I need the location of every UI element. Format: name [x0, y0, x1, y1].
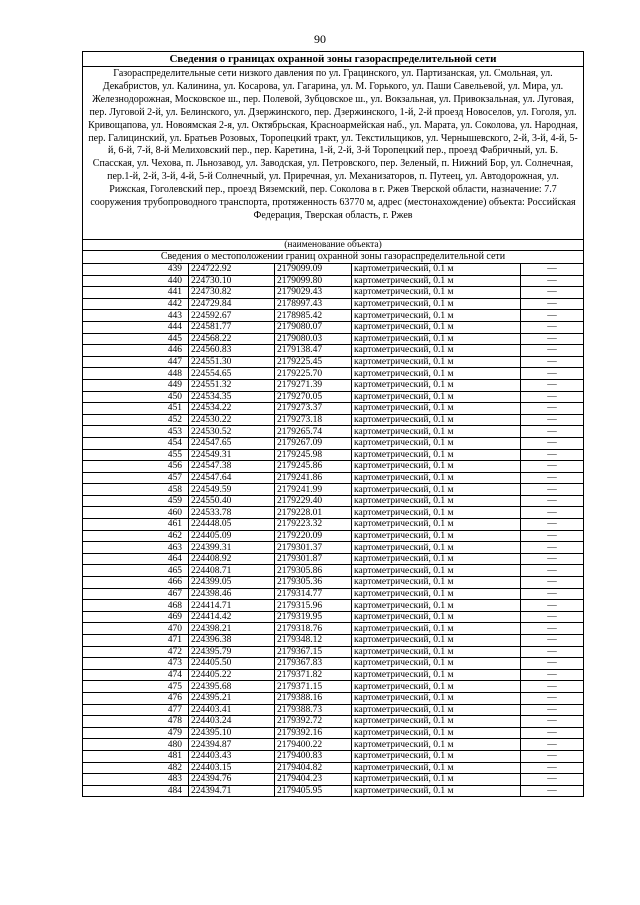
point-number-cell: 448	[83, 368, 189, 380]
extra-cell: —	[521, 600, 584, 612]
x-coordinate-cell: 224395.10	[189, 727, 275, 739]
table-row	[83, 298, 583, 310]
y-coordinate-cell: 2179220.09	[275, 530, 352, 542]
extra-cell: —	[521, 333, 584, 345]
y-coordinate-cell: 2179241.99	[275, 484, 352, 496]
method-cell: картометрический, 0.1 м	[352, 646, 521, 658]
table-row	[83, 762, 583, 774]
y-coordinate-cell: 2179228.01	[275, 507, 352, 519]
table-row	[83, 345, 583, 357]
table-row	[83, 472, 583, 484]
method-cell: картометрический, 0.1 м	[352, 461, 521, 473]
extra-cell: —	[521, 264, 584, 275]
table-row	[83, 704, 583, 716]
method-cell: картометрический, 0.1 м	[352, 484, 521, 496]
table-row	[83, 565, 583, 577]
y-coordinate-cell: 2179305.36	[275, 577, 352, 589]
x-coordinate-cell: 224398.21	[189, 623, 275, 635]
point-number-cell: 445	[83, 333, 189, 345]
x-coordinate-cell: 224414.42	[189, 611, 275, 623]
table-row	[83, 750, 583, 762]
method-cell: картометрический, 0.1 м	[352, 414, 521, 426]
method-cell: картометрический, 0.1 м	[352, 333, 521, 345]
table-row	[83, 321, 583, 333]
method-cell: картометрический, 0.1 м	[352, 368, 521, 380]
x-coordinate-cell: 224534.22	[189, 403, 275, 415]
method-cell: картометрический, 0.1 м	[352, 658, 521, 670]
table-row	[83, 646, 583, 658]
extra-cell: —	[521, 692, 584, 704]
method-cell: картометрический, 0.1 м	[352, 635, 521, 647]
y-coordinate-cell: 2179348.12	[275, 635, 352, 647]
extra-cell: —	[521, 530, 584, 542]
extra-cell: —	[521, 356, 584, 368]
table-row	[83, 785, 583, 796]
x-coordinate-cell: 224398.46	[189, 588, 275, 600]
table-row	[83, 611, 583, 623]
method-cell: картометрический, 0.1 м	[352, 542, 521, 554]
method-cell: картометрический, 0.1 м	[352, 321, 521, 333]
x-coordinate-cell: 224551.32	[189, 379, 275, 391]
method-cell: картометрический, 0.1 м	[352, 264, 521, 275]
y-coordinate-cell: 2179392.16	[275, 727, 352, 739]
extra-cell: —	[521, 716, 584, 728]
y-coordinate-cell: 2179301.87	[275, 553, 352, 565]
x-coordinate-cell: 224592.67	[189, 310, 275, 322]
method-cell: картометрический, 0.1 м	[352, 669, 521, 681]
point-number-cell: 449	[83, 379, 189, 391]
table-row	[83, 426, 583, 438]
extra-cell: —	[521, 762, 584, 774]
x-coordinate-cell: 224549.59	[189, 484, 275, 496]
x-coordinate-cell: 224405.09	[189, 530, 275, 542]
x-coordinate-cell: 224396.38	[189, 635, 275, 647]
extra-cell: —	[521, 565, 584, 577]
method-cell: картометрический, 0.1 м	[352, 298, 521, 310]
y-coordinate-cell: 2179367.83	[275, 658, 352, 670]
method-cell: картометрический, 0.1 м	[352, 692, 521, 704]
extra-cell: —	[521, 774, 584, 786]
y-coordinate-cell: 2179400.22	[275, 739, 352, 751]
extra-cell: —	[521, 785, 584, 796]
extra-cell: —	[521, 704, 584, 716]
point-number-cell: 442	[83, 298, 189, 310]
x-coordinate-cell: 224408.92	[189, 553, 275, 565]
x-coordinate-cell: 224722.92	[189, 264, 275, 275]
method-cell: картометрический, 0.1 м	[352, 379, 521, 391]
point-number-cell: 453	[83, 426, 189, 438]
y-coordinate-cell: 2179267.09	[275, 437, 352, 449]
point-number-cell: 443	[83, 310, 189, 322]
point-number-cell: 479	[83, 727, 189, 739]
extra-cell: —	[521, 553, 584, 565]
y-coordinate-cell: 2179273.18	[275, 414, 352, 426]
method-cell: картометрический, 0.1 м	[352, 565, 521, 577]
method-cell: картометрический, 0.1 м	[352, 750, 521, 762]
y-coordinate-cell: 2179245.98	[275, 449, 352, 461]
extra-cell: —	[521, 449, 584, 461]
y-coordinate-cell: 2179305.86	[275, 565, 352, 577]
table-row	[83, 588, 583, 600]
point-number-cell: 471	[83, 635, 189, 647]
point-number-cell: 470	[83, 623, 189, 635]
point-number-cell: 474	[83, 669, 189, 681]
method-cell: картометрический, 0.1 м	[352, 681, 521, 693]
point-number-cell: 475	[83, 681, 189, 693]
point-number-cell: 464	[83, 553, 189, 565]
extra-cell: —	[521, 484, 584, 496]
method-cell: картометрический, 0.1 м	[352, 426, 521, 438]
object-description: Газораспределительные сети низкого давления по ул. Грацинского, ул. Партизанская, ул. Смольная, ул. Декабристов, ул. Калинина, ул. Косарова, ул. Гагарина, ул. М. Горького, ул. Паши Савельевой, ул. Мира, ул. Железнодорожная, Московское ш., пер. Полевой, Зубцовское ш., ул. Вокзальная, ул. Привокзальная, ул. Луговая, пер. Луговой 2-й, ул. Белинского, ул. Дзержинского, пер. Дзержинского, 1-й, 2-й проезд Новоселов, ул. Гоголя, ул. Кривощапова, ул. Новоямская 2-я, ул. Октябрьская, Красноармейская наб., ул. Марата, ул. Соколова, ул. Народная, пер. Галицинский, ул. Братьев Розовых, Торопецкий тракт, ул. Текстильщиков, ул. Чернышевского, 2-й, 3-й, 4-й, 5-й, 6-й, 7-й, 8-й Мелиховский пер., пер. Каретина, 1-й, 2-й, 3-й Торопецкий пер., проезд Фабричный, ул. Б. Спасская, ул. Чехова, п. Льнозавод, ул. Заводская, ул. Петровского, пер. Зеленый, п. Нижний Бор, ул. Солнечная, пер.1-й, 2-й, 3-й, 4-й, 5-й Солнечный, ул. Приречная, ул. Механизаторов, п. Путеец, ул. Автодорожная, ул. Рижская, Гоголевский пер., проезд Вяземский, пер. Соколова в г. Ржев Тверской области, назначение: 7.7 сооружения трубопроводного транспорта, протяженность 63770 м, адрес (местонахождение) объекта: Российская Федерация, Тверская область, г. Ржев	[83, 67, 583, 240]
extra-cell: —	[521, 507, 584, 519]
extra-cell: —	[521, 635, 584, 647]
point-number-cell: 463	[83, 542, 189, 554]
extra-cell: —	[521, 321, 584, 333]
coordinates-table	[83, 264, 583, 796]
point-number-cell: 477	[83, 704, 189, 716]
method-cell: картометрический, 0.1 м	[352, 391, 521, 403]
method-cell: картометрический, 0.1 м	[352, 600, 521, 612]
point-number-cell: 466	[83, 577, 189, 589]
x-coordinate-cell: 224414.71	[189, 600, 275, 612]
table-row	[83, 356, 583, 368]
point-number-cell: 456	[83, 461, 189, 473]
y-coordinate-cell: 2179245.86	[275, 461, 352, 473]
y-coordinate-cell: 2179099.09	[275, 264, 352, 275]
table-row	[83, 484, 583, 496]
point-number-cell: 482	[83, 762, 189, 774]
object-caption: (наименование объекта)	[83, 240, 583, 251]
method-cell: картометрический, 0.1 м	[352, 495, 521, 507]
y-coordinate-cell: 2179301.37	[275, 542, 352, 554]
y-coordinate-cell: 2179367.15	[275, 646, 352, 658]
table-row	[83, 519, 583, 531]
x-coordinate-cell: 224395.21	[189, 692, 275, 704]
x-coordinate-cell: 224730.82	[189, 287, 275, 299]
boundary-document	[82, 51, 584, 797]
extra-cell: —	[521, 577, 584, 589]
table-row	[83, 635, 583, 647]
table-row	[83, 727, 583, 739]
method-cell: картометрический, 0.1 м	[352, 519, 521, 531]
method-cell: картометрический, 0.1 м	[352, 449, 521, 461]
x-coordinate-cell: 224395.79	[189, 646, 275, 658]
table-row	[83, 461, 583, 473]
x-coordinate-cell: 224394.76	[189, 774, 275, 786]
point-number-cell: 439	[83, 264, 189, 275]
method-cell: картометрический, 0.1 м	[352, 762, 521, 774]
x-coordinate-cell: 224399.31	[189, 542, 275, 554]
method-cell: картометрический, 0.1 м	[352, 345, 521, 357]
table-row	[83, 264, 583, 275]
y-coordinate-cell: 2179319.95	[275, 611, 352, 623]
extra-cell: —	[521, 379, 584, 391]
x-coordinate-cell: 224547.65	[189, 437, 275, 449]
section-title: Сведения о границах охранной зоны газораспределительной сети	[83, 52, 583, 67]
extra-cell: —	[521, 437, 584, 449]
y-coordinate-cell: 2179371.15	[275, 681, 352, 693]
table-row	[83, 774, 583, 786]
y-coordinate-cell: 2179388.73	[275, 704, 352, 716]
x-coordinate-cell: 224408.71	[189, 565, 275, 577]
x-coordinate-cell: 224560.83	[189, 345, 275, 357]
y-coordinate-cell: 2179273.37	[275, 403, 352, 415]
table-row	[83, 692, 583, 704]
x-coordinate-cell: 224403.24	[189, 716, 275, 728]
point-number-cell: 472	[83, 646, 189, 658]
method-cell: картометрический, 0.1 м	[352, 507, 521, 519]
y-coordinate-cell: 2179315.96	[275, 600, 352, 612]
method-cell: картометрический, 0.1 м	[352, 472, 521, 484]
table-row	[83, 310, 583, 322]
method-cell: картометрический, 0.1 м	[352, 727, 521, 739]
point-number-cell: 478	[83, 716, 189, 728]
x-coordinate-cell: 224729.84	[189, 298, 275, 310]
method-cell: картометрический, 0.1 м	[352, 356, 521, 368]
x-coordinate-cell: 224534.35	[189, 391, 275, 403]
table-row	[83, 716, 583, 728]
method-cell: картометрический, 0.1 м	[352, 310, 521, 322]
x-coordinate-cell: 224547.38	[189, 461, 275, 473]
y-coordinate-cell: 2179404.82	[275, 762, 352, 774]
extra-cell: —	[521, 287, 584, 299]
method-cell: картометрический, 0.1 м	[352, 611, 521, 623]
extra-cell: —	[521, 739, 584, 751]
point-number-cell: 441	[83, 287, 189, 299]
y-coordinate-cell: 2179241.86	[275, 472, 352, 484]
point-number-cell: 444	[83, 321, 189, 333]
method-cell: картометрический, 0.1 м	[352, 623, 521, 635]
x-coordinate-cell: 224730.10	[189, 275, 275, 287]
y-coordinate-cell: 2179314.77	[275, 588, 352, 600]
extra-cell: —	[521, 275, 584, 287]
extra-cell: —	[521, 403, 584, 415]
point-number-cell: 468	[83, 600, 189, 612]
y-coordinate-cell: 2178985.42	[275, 310, 352, 322]
table-row	[83, 391, 583, 403]
extra-cell: —	[521, 611, 584, 623]
extra-cell: —	[521, 727, 584, 739]
x-coordinate-cell: 224530.22	[189, 414, 275, 426]
x-coordinate-cell: 224530.52	[189, 426, 275, 438]
method-cell: картометрический, 0.1 м	[352, 739, 521, 751]
extra-cell: —	[521, 495, 584, 507]
extra-cell: —	[521, 426, 584, 438]
y-coordinate-cell: 2179400.83	[275, 750, 352, 762]
x-coordinate-cell: 224581.77	[189, 321, 275, 333]
table-row	[83, 553, 583, 565]
y-coordinate-cell: 2179099.80	[275, 275, 352, 287]
y-coordinate-cell: 2179225.70	[275, 368, 352, 380]
extra-cell: —	[521, 345, 584, 357]
point-number-cell: 465	[83, 565, 189, 577]
y-coordinate-cell: 2179371.82	[275, 669, 352, 681]
table-row	[83, 507, 583, 519]
x-coordinate-cell: 224405.22	[189, 669, 275, 681]
point-number-cell: 480	[83, 739, 189, 751]
extra-cell: —	[521, 461, 584, 473]
x-coordinate-cell: 224549.31	[189, 449, 275, 461]
x-coordinate-cell: 224395.68	[189, 681, 275, 693]
method-cell: картометрический, 0.1 м	[352, 588, 521, 600]
x-coordinate-cell: 224448.05	[189, 519, 275, 531]
x-coordinate-cell: 224399.05	[189, 577, 275, 589]
x-coordinate-cell: 224403.41	[189, 704, 275, 716]
point-number-cell: 462	[83, 530, 189, 542]
extra-cell: —	[521, 646, 584, 658]
x-coordinate-cell: 224394.71	[189, 785, 275, 796]
extra-cell: —	[521, 623, 584, 635]
table-row	[83, 333, 583, 345]
point-number-cell: 457	[83, 472, 189, 484]
page-number: 90	[314, 32, 326, 46]
method-cell: картометрический, 0.1 м	[352, 704, 521, 716]
point-number-cell: 452	[83, 414, 189, 426]
x-coordinate-cell: 224547.64	[189, 472, 275, 484]
point-number-cell: 446	[83, 345, 189, 357]
y-coordinate-cell: 2179271.39	[275, 379, 352, 391]
extra-cell: —	[521, 472, 584, 484]
method-cell: картометрический, 0.1 м	[352, 774, 521, 786]
table-row	[83, 577, 583, 589]
table-row	[83, 287, 583, 299]
point-number-cell: 460	[83, 507, 189, 519]
table-row	[83, 414, 583, 426]
point-number-cell: 469	[83, 611, 189, 623]
point-number-cell: 459	[83, 495, 189, 507]
point-number-cell: 484	[83, 785, 189, 796]
y-coordinate-cell: 2179270.05	[275, 391, 352, 403]
extra-cell: —	[521, 542, 584, 554]
method-cell: картометрический, 0.1 м	[352, 577, 521, 589]
table-row	[83, 669, 583, 681]
method-cell: картометрический, 0.1 м	[352, 275, 521, 287]
method-cell: картометрический, 0.1 м	[352, 530, 521, 542]
table-row	[83, 681, 583, 693]
extra-cell: —	[521, 588, 584, 600]
x-coordinate-cell: 224405.50	[189, 658, 275, 670]
y-coordinate-cell: 2179229.40	[275, 495, 352, 507]
y-coordinate-cell: 2179223.32	[275, 519, 352, 531]
point-number-cell: 447	[83, 356, 189, 368]
point-number-cell: 454	[83, 437, 189, 449]
method-cell: картометрический, 0.1 м	[352, 287, 521, 299]
extra-cell: —	[521, 298, 584, 310]
point-number-cell: 458	[83, 484, 189, 496]
x-coordinate-cell: 224394.87	[189, 739, 275, 751]
point-number-cell: 450	[83, 391, 189, 403]
points-title: Сведения о местоположении границ охранной зоны газораспределительной сети	[83, 251, 583, 264]
extra-cell: —	[521, 391, 584, 403]
x-coordinate-cell: 224554.65	[189, 368, 275, 380]
method-cell: картометрический, 0.1 м	[352, 553, 521, 565]
y-coordinate-cell: 2179225.45	[275, 356, 352, 368]
table-row	[83, 600, 583, 612]
point-number-cell: 467	[83, 588, 189, 600]
y-coordinate-cell: 2179392.72	[275, 716, 352, 728]
extra-cell: —	[521, 368, 584, 380]
point-number-cell: 461	[83, 519, 189, 531]
table-row	[83, 275, 583, 287]
table-row	[83, 739, 583, 751]
x-coordinate-cell: 224551.30	[189, 356, 275, 368]
extra-cell: —	[521, 414, 584, 426]
point-number-cell: 476	[83, 692, 189, 704]
table-row	[83, 495, 583, 507]
table-row	[83, 449, 583, 461]
y-coordinate-cell: 2178997.43	[275, 298, 352, 310]
point-number-cell: 481	[83, 750, 189, 762]
y-coordinate-cell: 2179404.23	[275, 774, 352, 786]
x-coordinate-cell: 224533.78	[189, 507, 275, 519]
table-row	[83, 403, 583, 415]
extra-cell: —	[521, 519, 584, 531]
point-number-cell: 455	[83, 449, 189, 461]
extra-cell: —	[521, 750, 584, 762]
y-coordinate-cell: 2179405.95	[275, 785, 352, 796]
table-row	[83, 530, 583, 542]
table-row	[83, 658, 583, 670]
y-coordinate-cell: 2179138.47	[275, 345, 352, 357]
point-number-cell: 451	[83, 403, 189, 415]
point-number-cell: 483	[83, 774, 189, 786]
extra-cell: —	[521, 669, 584, 681]
table-row	[83, 542, 583, 554]
x-coordinate-cell: 224403.15	[189, 762, 275, 774]
y-coordinate-cell: 2179029.43	[275, 287, 352, 299]
point-number-cell: 473	[83, 658, 189, 670]
table-row	[83, 379, 583, 391]
y-coordinate-cell: 2179080.07	[275, 321, 352, 333]
method-cell: картометрический, 0.1 м	[352, 785, 521, 796]
method-cell: картометрический, 0.1 м	[352, 716, 521, 728]
y-coordinate-cell: 2179388.16	[275, 692, 352, 704]
point-number-cell: 440	[83, 275, 189, 287]
extra-cell: —	[521, 658, 584, 670]
table-row	[83, 368, 583, 380]
method-cell: картометрический, 0.1 м	[352, 437, 521, 449]
table-row	[83, 623, 583, 635]
y-coordinate-cell: 2179080.03	[275, 333, 352, 345]
table-row	[83, 437, 583, 449]
x-coordinate-cell: 224568.22	[189, 333, 275, 345]
y-coordinate-cell: 2179265.74	[275, 426, 352, 438]
x-coordinate-cell: 224403.43	[189, 750, 275, 762]
y-coordinate-cell: 2179318.76	[275, 623, 352, 635]
extra-cell: —	[521, 310, 584, 322]
x-coordinate-cell: 224550.40	[189, 495, 275, 507]
method-cell: картометрический, 0.1 м	[352, 403, 521, 415]
extra-cell: —	[521, 681, 584, 693]
